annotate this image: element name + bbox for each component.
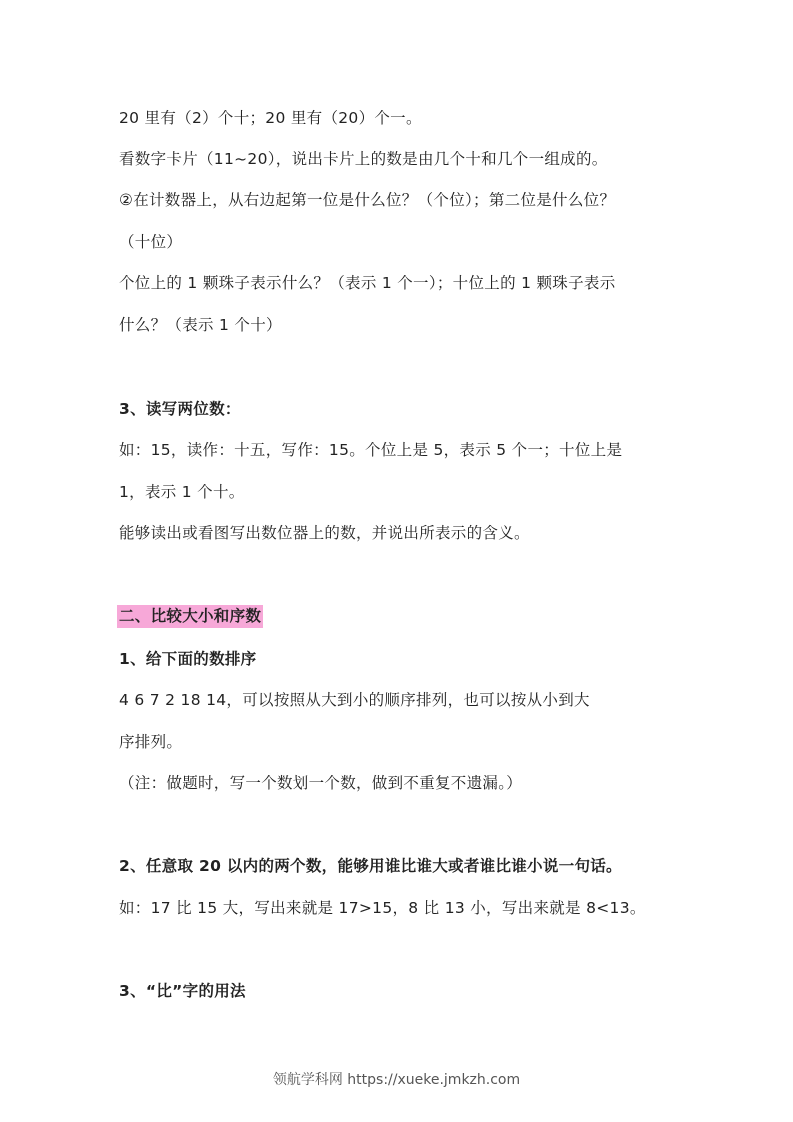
paragraph-example-15: 如：15，读作：十五，写作：15。个位上是 5，表示 5 个一；十位上是 <box>119 441 623 459</box>
section-heading-read-write: 3、读写两位数： <box>119 400 241 418</box>
chapter-heading-compare <box>119 605 263 627</box>
section-heading-sort: 1、给下面的数排序 <box>119 650 257 668</box>
paragraph-note: （注：做题时，写一个数划一个数，做到不重复不遗漏。） <box>119 774 523 792</box>
paragraph-bead-meaning: 个位上的 1 颗珠子表示什么？（表示 1 个一）；十位上的 1 颗珠子表示 <box>119 274 616 292</box>
paragraph-example-15-cont: 1，表示 1 个十。 <box>119 483 245 501</box>
paragraph-counter-places-cont: （十位） <box>119 233 183 251</box>
section-heading-compare-two: 2、任意取 20 以内的两个数，能够用谁比谁大或者谁比谁小说一句话。 <box>119 857 622 875</box>
paragraph-tens-ones: 20 里有（2）个十；20 里有（20）个一。 <box>119 109 422 127</box>
chapter-heading-highlight: 二、比较大小和序数 <box>117 605 263 628</box>
paragraph-sort-numbers: 4 6 7 2 18 14，可以按照从大到小的顺序排列，也可以按从小到大 <box>119 691 590 709</box>
paragraph-read-counter: 能够读出或看图写出数位器上的数，并说出所表示的含义。 <box>119 524 530 542</box>
page-footer-watermark: 领航学科网 https://xueke.jmkzh.com <box>272 1072 521 1088</box>
paragraph-counter-places: ②在计数器上，从右边起第一位是什么位？（个位）；第二位是什么位？ <box>119 191 616 209</box>
paragraph-number-cards: 看数字卡片（11~20），说出卡片上的数是由几个十和几个一组成的。 <box>119 150 608 168</box>
paragraph-compare-example: 如：17 比 15 大，写出来就是 17>15，8 比 13 小，写出来就是 8<13。 <box>119 899 646 917</box>
section-heading-bi-usage: 3、“比”字的用法 <box>119 982 246 1000</box>
paragraph-bead-meaning-cont: 什么？（表示 1 个十） <box>119 316 282 334</box>
paragraph-sort-numbers-cont: 序排列。 <box>119 733 183 751</box>
